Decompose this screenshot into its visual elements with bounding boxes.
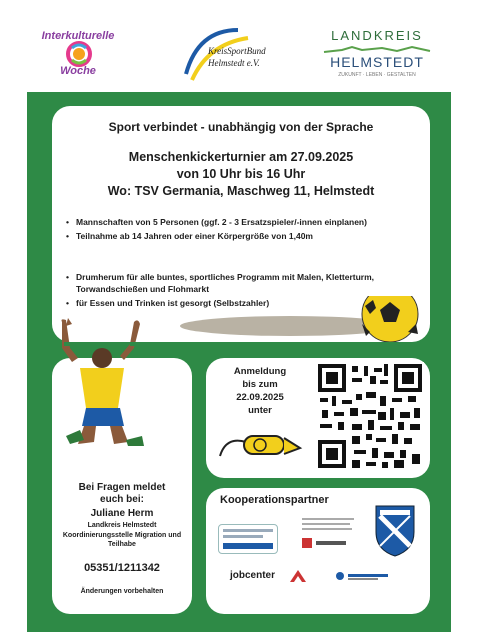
registration-box [206,358,430,478]
qr-code-icon[interactable] [316,362,424,470]
event-line-3: Wo: TSV Germania, Maschweg 11, Helmstedt [107,184,375,198]
contact-name: Juliane Herm [90,508,154,519]
contact-org-1: Landkreis Helmstedt [87,522,157,529]
partner-logo-niedersachsen [302,518,358,552]
whistle-icon [216,426,306,466]
bullet-item: • Drumherum für alle buntes, sportliches Programm mit Malen, Kletterturm, Torwandschießen und Flohmarkt [66,271,376,295]
registration-line-4: unter [248,405,272,416]
partners-box [206,488,430,614]
event-line-1: Menschenkickerturnier am 27.09.2025 [128,150,354,164]
registration-date: 22.09.2025 [236,392,284,403]
bullet-item: • Mannschaften von 5 Personen (ggf. 2 - 3 Ersatzspieler/-innen einplanen) [66,216,386,228]
soccer-player-icon [58,318,178,468]
partner-jobcenter: jobcenter [230,570,276,581]
partner-logo-integration [218,524,278,554]
event-line-2: von 10 Uhr bis 16 Uhr [176,167,306,181]
partners-title: Kooperationspartner [220,494,329,506]
contact-line-2: euch bei: [100,494,144,505]
bullet-item: • für Essen und Trinken ist gesorgt (Selbstzahler) [66,297,376,309]
landkreis-tagline: ZUKUNFT · LEBEN · GESTALTEN [338,72,416,78]
contact-note: Änderungen vorbehalten [80,588,164,595]
registration-line-1: Anmeldung [233,366,287,377]
jobcenter-logo-icon [290,570,306,582]
logo-interkulturelle-text: Interkulturelle [41,30,115,42]
partner-logo-lebenshilfe [336,572,390,582]
landkreis-line2: HELMSTEDT [330,54,424,70]
event-info-box [52,106,430,342]
soccer-ball-icon [170,296,430,342]
ksb-line1: KreisSportBund [208,46,266,56]
landkreis-skyline-icon [322,45,432,53]
contact-phone: 05351/1211342 [84,562,160,574]
logo-kreissportbund [178,22,298,88]
slogan: Sport verbindet - unabhängig von der Sprache [108,120,374,134]
contact-line-1: Bei Fragen meldet [78,482,166,493]
contact-box [52,358,192,614]
bullet-list-a [66,216,386,242]
ksb-line2: Helmstedt e.V. [208,58,260,68]
logo-interkulturelle-woche [32,20,124,84]
registration-line-2: bis zum [242,379,278,390]
logo-landkreis-helmstedt [322,28,432,84]
logo-woche-text: Woche [60,65,96,77]
landkreis-line1: LANDKREIS [331,28,423,43]
bullet-item: • Teilnahme ab 14 Jahren oder einer Körpergröße von 1,40m [66,230,386,242]
tsv-germania-crest-icon [372,502,418,558]
contact-org-2: Koordinierungsstelle Migration und Teilhabe [62,532,182,548]
